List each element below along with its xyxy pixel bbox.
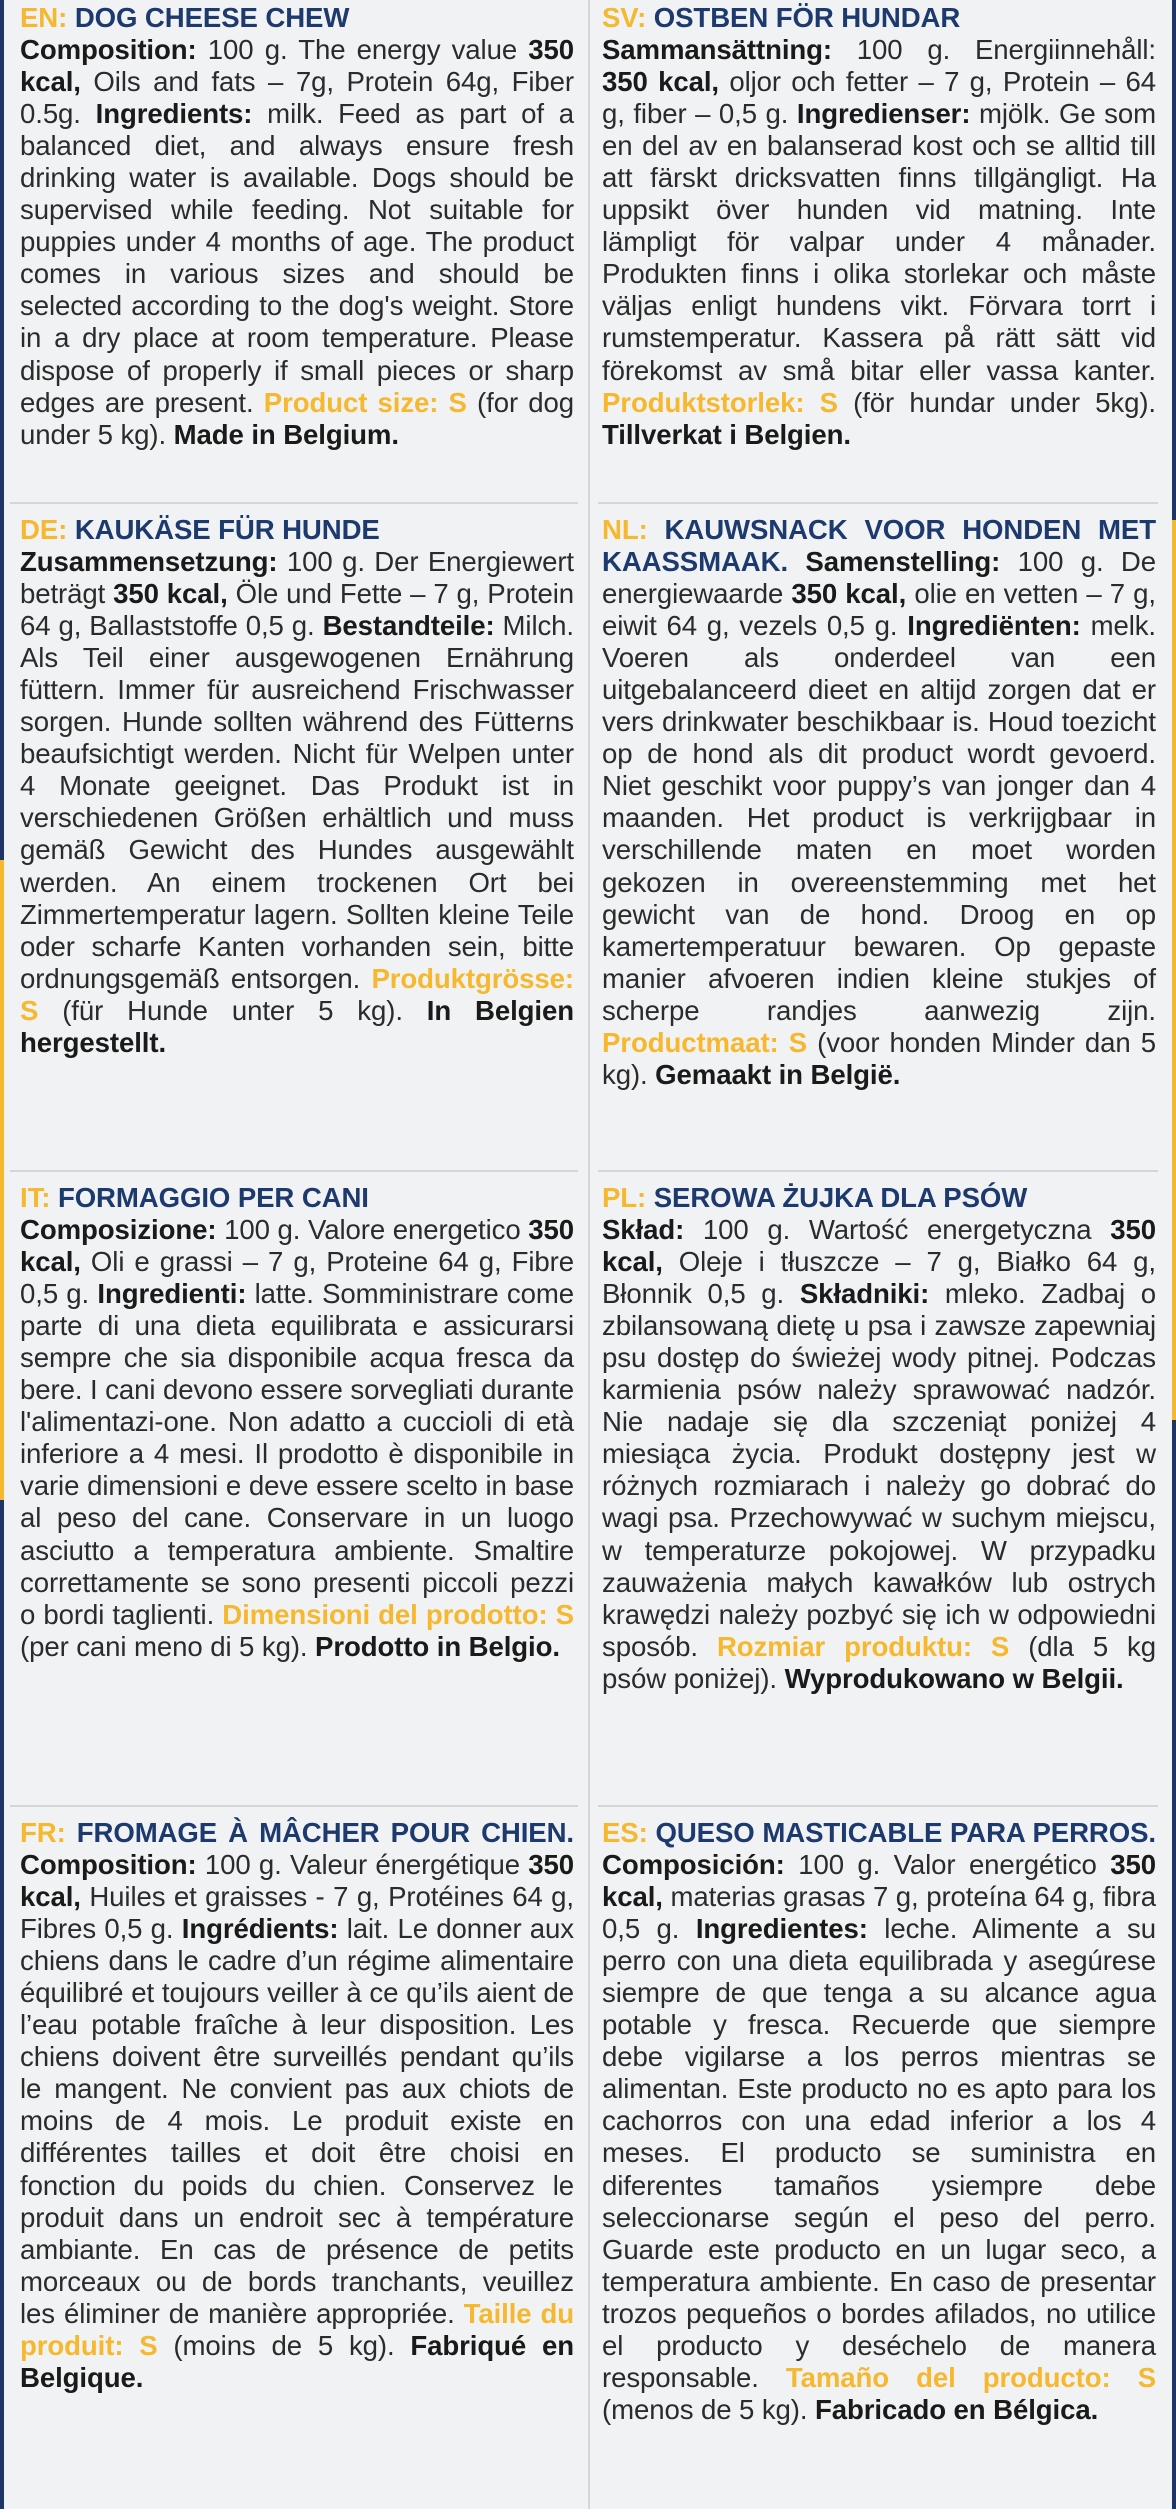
- nutrients-text: oljor och fetter – 7 g, Protein – 64 g, fiber – 0,5 g.: [602, 66, 1156, 130]
- row-divider-2-right: [598, 1170, 1158, 1172]
- nutrients-text: Oleje i tłuszcze – 7 g, Białko 64 g, Błonnik 0,5 g.: [602, 1246, 1156, 1310]
- row-divider-3-right: [598, 1805, 1158, 1807]
- ingredients-text: milk. Feed as part of a balanced diet, and always ensure fresh drinking water is available. Dogs should be supervised while feeding. Not suitable for puppies under 4 months of age. The product comes in various sizes and should be selected according to the dog's weight. Store in a dry place at room temperature. Please dispose of properly if small pieces or sharp edges are present.: [20, 98, 574, 418]
- row-divider-1-left: [10, 502, 578, 504]
- ingredients-label: Ingredientes:: [695, 1913, 868, 1945]
- ingredients-text: Milch. Als Teil einer ausgewogenen Ernährung füttern. Immer für ausreichend Frischwasser sorgen. Hunde sollten während des Fütterns beaufsichtigt werden. Nicht für Welpen unter 4 Monate geeignet. Das Produkt ist in verschiedenen Größen erhältlich und muss gemäß Gewicht des Hundes ausgewählt werden. An einem trockenen Ort bei Zimmertemperatur lagern. Sollten kleine Teile oder scharfe Kanten vorhanden sein, bitte ordnungsgemäß entsorgen.: [20, 610, 574, 994]
- row-divider-3-left: [10, 1805, 578, 1807]
- product-size-note: (menos de 5 kg).: [602, 2393, 816, 2425]
- section-de: [20, 514, 574, 1059]
- product-size-label: Produktgrösse: S: [20, 962, 574, 1026]
- ingredients-label: Ingredienti:: [97, 1278, 247, 1310]
- lang-code: NL:: [602, 514, 648, 545]
- composition-text: 100 g. Valore energetico: [216, 1214, 529, 1246]
- composition-text: 100 g. The energy value: [196, 34, 529, 66]
- right-edge-navy-stripe: [1172, 1420, 1176, 2509]
- composition-label: Sammansättning:: [602, 34, 833, 66]
- energy-value: 350 kcal,: [20, 1849, 574, 1913]
- made-in: In Belgien hergestellt.: [20, 994, 574, 1058]
- product-size-label: Tamaño del producto: S: [785, 2361, 1156, 2393]
- composition-label: Composition:: [20, 34, 197, 66]
- energy-value: 350 kcal,: [20, 34, 574, 98]
- nutrients-text: Oils and fats – 7g, Protein 64g, Fiber 0.5g.: [20, 66, 574, 130]
- made-in: Tillverkat i Belgien.: [602, 418, 851, 450]
- energy-value: 350 kcal,: [602, 1849, 1156, 1913]
- product-size-note: (for dog under 5 kg).: [20, 386, 574, 450]
- ingredients-label: Składniki:: [799, 1278, 930, 1310]
- section-en: [20, 2, 574, 451]
- energy-value: 350 kcal,: [602, 66, 719, 98]
- product-size-note: (voor honden Minder dan 5 kg).: [602, 1026, 1156, 1090]
- composition-text: 100 g. Valor energético: [784, 1849, 1111, 1881]
- lang-code: DE:: [20, 514, 68, 545]
- made-in: Prodotto in Belgio.: [315, 1630, 560, 1662]
- composition-text: 100 g. Der Energiewert beträgt: [20, 546, 574, 610]
- energy-value: 350 kcal,: [20, 1214, 574, 1278]
- composition-label: Skład:: [602, 1214, 685, 1246]
- product-size-note: (für Hunde unter 5 kg).: [38, 994, 427, 1026]
- section-fr: [20, 1817, 574, 2394]
- ingredients-label: Ingredients:: [95, 98, 253, 130]
- ingredients-label: Bestandteile:: [322, 610, 495, 642]
- ingredients-label: Ingrédients:: [181, 1913, 339, 1945]
- energy-value: 350 kcal,: [602, 1214, 1156, 1278]
- composition-text: 100 g. Valeur énergétique: [196, 1849, 529, 1881]
- composition-text: 100 g. De energiewaarde: [602, 546, 1156, 610]
- nutrients-text: olie en vetten – 7 g, eiwit 64 g, vezels 0,5 g.: [602, 578, 1156, 642]
- composition-label: Composizione:: [20, 1214, 217, 1246]
- ingredients-label: Ingrediënten:: [907, 610, 1081, 642]
- row-divider-1-right: [598, 502, 1158, 504]
- product-title: KAUKÄSE FÜR HUNDE: [74, 514, 380, 545]
- product-title: QUESO MASTICABLE PARA PERROS.: [655, 1817, 1156, 1848]
- product-size-note: (dla 5 kg psów poniżej).: [602, 1630, 1156, 1694]
- nutrients-text: Huiles et graisses - 7 g, Protéines 64 g, Fibres 0,5 g.: [20, 1881, 574, 1945]
- nutrients-text: Oli e grassi – 7 g, Proteine 64 g, Fibre 0,5 g.: [20, 1246, 574, 1310]
- product-size-note: (moins de 5 kg).: [157, 2329, 411, 2361]
- composition-label: Zusammensetzung:: [20, 546, 278, 578]
- energy-value: 350 kcal,: [113, 578, 228, 610]
- ingredients-label: Ingredienser:: [796, 98, 971, 130]
- product-title: DOG CHEESE CHEW: [74, 2, 350, 33]
- product-title: SEROWA ŻUJKA DLA PSÓW: [653, 1182, 1028, 1213]
- lang-code: FR:: [20, 1817, 66, 1848]
- composition-label: Composition:: [20, 1849, 197, 1881]
- composition-text: 100 g. Wartość energetyczna: [684, 1214, 1111, 1246]
- composition-label: Composición:: [602, 1849, 785, 1881]
- energy-value: 350 kcal,: [791, 578, 907, 610]
- product-size-label: Taille du produit: S: [20, 2297, 575, 2361]
- product-size-note: (för hundar under 5kg).: [837, 386, 1156, 418]
- section-nl: [602, 514, 1156, 1091]
- column-divider: [588, 0, 590, 2509]
- ingredients-text: mjölk. Ge som en del av en balanserad kost och se alltid till att färskt dricksvatten finns tillgängligt. Ha uppsikt över hunden vid matning. Inte lämpligt för valpar under 4 månader. Produkten finns i olika storlekar och måste väljas enligt hundens vikt. Förvara torrt i rumstemperatur. Kassera på rätt sätt vid förekomst av små bitar eller vassa kanter.: [602, 98, 1156, 386]
- product-size-label: Rozmiar produktu: S: [716, 1630, 1010, 1662]
- product-title: FROMAGE À MÂCHER POUR CHIEN.: [76, 1817, 574, 1848]
- section-pl: [602, 1182, 1156, 1695]
- ingredients-text: lait. Le donner aux chiens dans le cadre d’un régime alimentaire équilibré et toujours veiller à ce qu’ils aient de l’eau potable fraîche à leur disposition. Les chiens doivent être surveillés pendant qu’ils le mangent. Ne convient pas aux chiots de moins de 4 mois. Le produit existe en différentes tailles et doit être choisi en fonction du poids du chien. Conservez le produit dans un endroit sec à température ambiante. En cas de présence de petits morceaux ou de bords tranchants, veuillez les éliminer de manière appropriée.: [20, 1913, 574, 2329]
- ingredients-text: mleko. Zadbaj o zbilansowaną dietę u psa i zawsze zapewniaj psu dostęp do świeżej wody pitnej. Podczas karmienia psów należy sprawować nadzór. Nie nadaje się dla szczeniąt poniżej 4 miesiąca życia. Produkt dostępny jest w różnych rozmiarach i należy go dobrać do wagi psa. Przechowywać w suchym miejscu, w temperaturze pokojowej. W przypadku zauważenia małych kawałków lub ostrych krawędzi należy pozbyć się ich w odpowiedni sposób.: [602, 1278, 1157, 1662]
- lang-code: EN:: [20, 2, 68, 33]
- made-in: Fabricado en Bélgica.: [815, 2393, 1099, 2425]
- nutrients-text: materias grasas 7 g, proteína 64 g, fibra 0,5 g.: [602, 1881, 1156, 1945]
- made-in: Made in Belgium.: [173, 418, 399, 450]
- product-title: KAUWSNACK VOOR HONDEN MET KAASSMAAK.: [602, 514, 1156, 578]
- ingredients-text: melk. Voeren als onderdeel van een uitgebalanceerd dieet en altijd zorgen dat er vers drinkwater beschikbaar is. Houd toezicht op de hond als dit product wordt gevoerd. Niet geschikt voor puppy’s van jonger dan 4 maanden. Het product is verkrijgbaar in verschillende maten en moet worden gekozen in overeenstemming met het gewicht van de hond. Droog en op kamertemperatuur bewaren. Op gepaste manier afvoeren indien kleine stukjes of scherpe randjes aanwezig zijn.: [602, 610, 1156, 1026]
- product-size-label: Produktstorlek: S: [602, 386, 838, 418]
- nutrients-text: Öle und Fette – 7 g, Protein 64 g, Ballaststoffe 0,5 g.: [20, 578, 574, 642]
- product-size-label: Product size: S: [263, 386, 467, 418]
- made-in: Gemaakt in België.: [655, 1058, 901, 1090]
- composition-text: 100 g. Energiinnehåll:: [832, 34, 1156, 66]
- product-size-note: (per cani meno di 5 kg).: [20, 1630, 316, 1662]
- section-es: [602, 1817, 1156, 2426]
- ingredients-text: latte. Somministrare come parte di una dieta equilibrata e assicurarsi sempre che sia disponibile acqua fresca da bere. I cani devono essere sorvegliati durante l'alimentazi-one. Non adatto a cuccioli di età inferiore a 4 mesi. Il prodotto è disponibile in varie dimensioni e deve essere scelto in base al peso del cane. Conservare in un luogo asciutto a temperatura ambiente. Smaltire correttamente se sono presenti piccoli pezzi o bordi taglienti.: [20, 1278, 575, 1630]
- section-it: [20, 1182, 574, 1663]
- lang-code: PL:: [602, 1182, 647, 1213]
- product-size-label: Dimensioni del prodotto: S: [222, 1598, 574, 1630]
- product-size-label: Productmaat: S: [602, 1026, 808, 1058]
- product-title: FORMAGGIO PER CANI: [57, 1182, 369, 1213]
- composition-label: Samenstelling:: [805, 546, 1001, 578]
- lang-code: ES:: [602, 1817, 648, 1848]
- product-title: OSTBEN FÖR HUNDAR: [653, 2, 961, 33]
- lang-code: IT:: [20, 1182, 51, 1213]
- lang-code: SV:: [602, 2, 647, 33]
- right-edge-yellow-stripe: [1172, 520, 1176, 1420]
- section-sv: [602, 2, 1156, 451]
- made-in: Fabriqué en Belgique.: [20, 2329, 574, 2393]
- made-in: Wyprodukowano w Belgii.: [784, 1662, 1124, 1694]
- ingredients-text: leche. Alimente a su perro con una dieta equilibrada y asegúrese siempre de que tenga a su alcance agua potable y fresca. Recuerde que siempre debe vigilarse a los perros mientras se alimentan. Este producto no es apto para los cachorros con una edad inferior a los 4 meses. El producto se suministra en diferentes tamaños ysiempre debe seleccionarse según el peso del perro. Guarde este producto en un lugar seco, a temperatura ambiente. En caso de presentar trozos pequeños o bordes afilados, no utilice el producto y deséchelo de manera responsable.: [602, 1913, 1156, 2393]
- row-divider-2-left: [10, 1170, 578, 1172]
